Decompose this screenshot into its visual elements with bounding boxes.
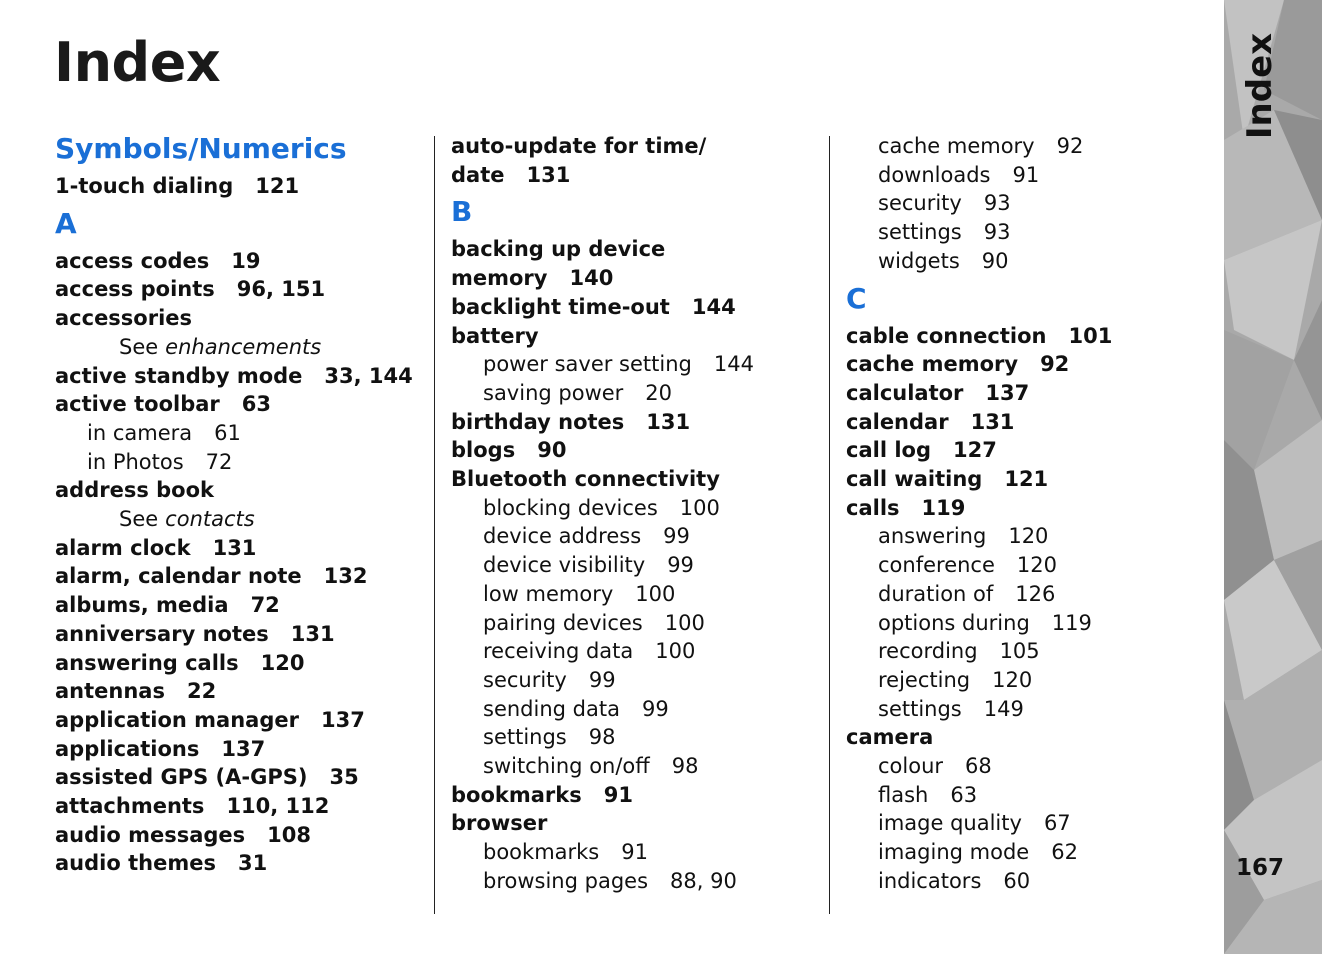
index-entry bbox=[55, 620, 425, 649]
entry-pages[interactable]: 90 bbox=[981, 248, 1009, 273]
entry-term: settings bbox=[878, 696, 962, 721]
entry-pages[interactable]: 100 bbox=[679, 495, 720, 520]
entry-term: browser bbox=[451, 811, 548, 836]
entry-term: anniversary notes bbox=[55, 621, 269, 646]
index-subentry bbox=[451, 580, 821, 609]
index-subentry bbox=[846, 551, 1216, 580]
entry-pages[interactable]: 20 bbox=[645, 380, 673, 405]
entry-pages[interactable]: 105 bbox=[999, 639, 1040, 664]
entry-pages[interactable]: 93 bbox=[983, 191, 1011, 216]
entry-pages[interactable]: 31 bbox=[237, 851, 268, 876]
index-entry bbox=[55, 275, 425, 304]
index-subentry bbox=[846, 522, 1216, 551]
entry-pages[interactable]: 91 bbox=[1012, 162, 1040, 187]
entry-term: cache memory bbox=[878, 134, 1035, 158]
entry-term: 1-touch dialing bbox=[55, 174, 234, 198]
index-entry bbox=[846, 723, 1216, 752]
index-subentry bbox=[846, 666, 1216, 695]
entry-term: call log bbox=[846, 438, 931, 463]
index-subentry bbox=[451, 666, 821, 695]
side-tab-label bbox=[1240, 32, 1280, 140]
index-entry bbox=[55, 735, 425, 764]
index-subentry bbox=[451, 350, 821, 379]
sidebar-pattern bbox=[1224, 0, 1322, 954]
entry-pages[interactable]: 120 bbox=[260, 650, 305, 675]
entry-pages[interactable]: 62 bbox=[1051, 840, 1078, 865]
entry-pages[interactable]: 100 bbox=[664, 610, 705, 635]
entry-term: recording bbox=[878, 639, 978, 664]
entry-term: answering calls bbox=[55, 650, 239, 675]
entry-pages[interactable]: 67 bbox=[1043, 811, 1071, 836]
column-divider bbox=[829, 136, 830, 914]
see-reference bbox=[55, 505, 425, 534]
entry-pages[interactable]: 108 bbox=[267, 822, 312, 847]
entry-term: rejecting bbox=[878, 667, 971, 692]
entry-term: image quality bbox=[878, 811, 1022, 836]
entry-pages[interactable]: 98 bbox=[588, 725, 616, 750]
entry-term: browsing pages bbox=[483, 868, 649, 893]
index-entry bbox=[55, 534, 425, 563]
index-entry bbox=[451, 161, 821, 190]
entry-term: conference bbox=[878, 553, 995, 578]
section-heading: B bbox=[451, 195, 473, 229]
index-entry bbox=[846, 465, 1216, 494]
index-subentry bbox=[846, 161, 1216, 190]
entry-term: receiving data bbox=[483, 639, 634, 664]
entry-pages[interactable]: 68 bbox=[965, 754, 992, 779]
index-entry bbox=[55, 362, 425, 391]
entry-term: application manager bbox=[55, 707, 299, 732]
entry-term: alarm clock bbox=[55, 535, 191, 560]
index-entry bbox=[55, 677, 425, 706]
entry-pages[interactable]: 88, 90 bbox=[670, 868, 737, 893]
index-subentry bbox=[846, 838, 1216, 867]
index-subentry bbox=[451, 379, 821, 408]
entry-term: camera bbox=[846, 725, 934, 750]
entry-term: widgets bbox=[878, 248, 960, 273]
index-subentry bbox=[451, 867, 821, 896]
entry-term: pairing devices bbox=[483, 610, 643, 635]
index-entry bbox=[55, 562, 425, 591]
entry-term: answering bbox=[878, 524, 987, 549]
section-heading: C bbox=[846, 281, 867, 315]
entry-pages[interactable]: 90 bbox=[537, 438, 567, 463]
index-entry bbox=[55, 390, 425, 419]
index-column-1 bbox=[55, 132, 425, 878]
index-entry bbox=[55, 763, 425, 792]
column-divider bbox=[434, 136, 435, 914]
entry-pages[interactable]: 99 bbox=[641, 696, 669, 721]
entry-pages[interactable]: 72 bbox=[250, 593, 280, 618]
entry-pages[interactable]: 132 bbox=[323, 564, 368, 589]
index-subentry bbox=[846, 189, 1216, 218]
entry-pages[interactable]: 99 bbox=[663, 524, 690, 549]
entry-term: calls bbox=[846, 495, 900, 520]
entry-pages[interactable]: 131 bbox=[526, 162, 571, 187]
entry-term: address book bbox=[55, 478, 214, 503]
entry-pages[interactable]: 72 bbox=[205, 449, 233, 474]
index-entry bbox=[846, 379, 1216, 408]
entry-pages[interactable]: 60 bbox=[1003, 868, 1031, 893]
entry-term: backing up device bbox=[451, 237, 666, 262]
entry-pages[interactable]: 131 bbox=[646, 409, 691, 434]
entry-term: assisted GPS (A-GPS) bbox=[55, 765, 308, 790]
index-subentry bbox=[451, 695, 821, 724]
entry-term: access codes bbox=[55, 248, 210, 273]
index-entry bbox=[451, 408, 821, 437]
entry-term: options during bbox=[878, 610, 1030, 635]
index-entry bbox=[55, 172, 425, 201]
entry-term: active toolbar bbox=[55, 392, 220, 417]
entry-pages[interactable]: 35 bbox=[329, 765, 359, 790]
see-target[interactable]: enhancements bbox=[165, 334, 322, 359]
entry-pages[interactable]: 92 bbox=[1056, 134, 1084, 158]
entry-pages[interactable]: 63 bbox=[241, 392, 271, 417]
index-subentry bbox=[451, 551, 821, 580]
see-prefix: See bbox=[119, 334, 159, 359]
entry-pages[interactable]: 131 bbox=[212, 535, 257, 560]
index-entry bbox=[451, 322, 821, 351]
index-subentry bbox=[846, 580, 1216, 609]
index-entry bbox=[451, 264, 821, 293]
entry-term: switching on/off bbox=[483, 754, 650, 779]
entry-term: security bbox=[483, 667, 567, 692]
entry-pages[interactable]: 144 bbox=[713, 352, 754, 377]
index-entry bbox=[846, 408, 1216, 437]
entry-pages[interactable]: 100 bbox=[655, 639, 696, 664]
index-entry bbox=[846, 436, 1216, 465]
see-prefix: See bbox=[119, 507, 159, 532]
entry-pages[interactable]: 131 bbox=[970, 409, 1015, 434]
entry-pages[interactable]: 99 bbox=[588, 667, 616, 692]
entry-pages[interactable]: 22 bbox=[186, 679, 217, 704]
index-entry bbox=[846, 494, 1216, 523]
index-subentry bbox=[451, 494, 821, 523]
entry-pages[interactable]: 98 bbox=[671, 754, 699, 779]
entry-term: call waiting bbox=[846, 467, 983, 492]
entry-pages[interactable]: 93 bbox=[983, 220, 1011, 245]
decorative-sidebar bbox=[1224, 0, 1322, 954]
index-entry bbox=[451, 436, 821, 465]
index-subentry bbox=[451, 637, 821, 666]
entry-pages[interactable]: 149 bbox=[983, 696, 1024, 721]
index-column-2 bbox=[451, 132, 821, 896]
entry-term: device visibility bbox=[483, 553, 646, 578]
index-entry bbox=[55, 849, 425, 878]
entry-pages[interactable]: 91 bbox=[621, 840, 648, 865]
entry-pages[interactable]: 137 bbox=[320, 707, 365, 732]
index-subentry bbox=[846, 809, 1216, 838]
entry-term: blogs bbox=[451, 438, 516, 463]
entry-term: attachments bbox=[55, 794, 205, 819]
index-subentry bbox=[846, 695, 1216, 724]
entry-term: access points bbox=[55, 277, 215, 302]
entry-term: albums, media bbox=[55, 593, 229, 618]
entry-term: imaging mode bbox=[878, 840, 1030, 865]
entry-pages[interactable]: 126 bbox=[1015, 581, 1056, 606]
index-subentry bbox=[451, 522, 821, 551]
side-tab-text: Index bbox=[1240, 32, 1280, 140]
entry-term: device address bbox=[483, 524, 642, 549]
entry-pages[interactable]: 100 bbox=[635, 581, 676, 606]
entry-pages[interactable]: 91 bbox=[603, 782, 633, 807]
entry-term: bookmarks bbox=[451, 782, 582, 807]
entry-term: auto-update for time/ bbox=[451, 134, 707, 158]
index-entry bbox=[55, 304, 425, 333]
index-subentry bbox=[846, 752, 1216, 781]
page-number: 167 bbox=[1236, 855, 1285, 881]
index-subentry bbox=[846, 132, 1216, 161]
entry-pages[interactable]: 121 bbox=[255, 174, 300, 198]
entry-pages[interactable]: 19 bbox=[231, 248, 261, 273]
entry-term: memory bbox=[451, 266, 548, 291]
entry-term: cache memory bbox=[846, 352, 1019, 377]
entry-term: calendar bbox=[846, 409, 949, 434]
index-entry bbox=[55, 591, 425, 620]
entry-term: applications bbox=[55, 736, 200, 761]
entry-term: antennas bbox=[55, 679, 165, 704]
index-column-3 bbox=[846, 132, 1216, 896]
index-entry bbox=[846, 322, 1216, 351]
entry-pages[interactable]: 96, 151 bbox=[236, 277, 326, 302]
entry-pages[interactable]: 120 bbox=[1016, 553, 1057, 578]
entry-term: audio themes bbox=[55, 851, 216, 876]
index-subentry bbox=[451, 752, 821, 781]
entry-term: blocking devices bbox=[483, 495, 658, 520]
index-subentry bbox=[451, 609, 821, 638]
entry-term: sending data bbox=[483, 696, 620, 721]
entry-term: power saver setting bbox=[483, 352, 692, 377]
index-entry bbox=[55, 706, 425, 735]
entry-pages[interactable]: 63 bbox=[950, 782, 978, 807]
entry-term: battery bbox=[451, 323, 539, 348]
entry-term: downloads bbox=[878, 162, 991, 187]
entry-pages[interactable]: 92 bbox=[1040, 352, 1070, 377]
entry-pages[interactable]: 61 bbox=[214, 420, 241, 445]
index-entry bbox=[846, 350, 1216, 379]
index-entry bbox=[55, 649, 425, 678]
entry-pages[interactable]: 120 bbox=[992, 667, 1033, 692]
index-subentry bbox=[846, 609, 1216, 638]
index-subentry bbox=[846, 781, 1216, 810]
entry-pages[interactable]: 121 bbox=[1004, 467, 1049, 492]
entry-pages[interactable]: 110, 112 bbox=[226, 794, 330, 819]
entry-pages[interactable]: 137 bbox=[221, 736, 266, 761]
entry-term: active standby mode bbox=[55, 363, 303, 388]
entry-term: security bbox=[878, 191, 962, 216]
see-target[interactable]: contacts bbox=[165, 507, 255, 532]
entry-term: alarm, calendar note bbox=[55, 564, 302, 589]
entry-term: indicators bbox=[878, 868, 982, 893]
index-entry bbox=[451, 465, 821, 494]
entry-pages[interactable]: 119 bbox=[1051, 610, 1092, 635]
entry-pages[interactable]: 101 bbox=[1068, 323, 1113, 348]
entry-pages[interactable]: 99 bbox=[667, 553, 694, 578]
see-reference bbox=[55, 333, 425, 362]
index-subentry bbox=[55, 419, 425, 448]
index-subentry bbox=[451, 838, 821, 867]
page-title: Index bbox=[54, 31, 221, 94]
entry-pages[interactable]: 120 bbox=[1008, 524, 1049, 549]
index-entry bbox=[451, 235, 821, 264]
entry-term: calculator bbox=[846, 380, 964, 405]
entry-pages[interactable]: 33, 144 bbox=[324, 363, 413, 388]
entry-term: in Photos bbox=[87, 449, 184, 474]
entry-pages[interactable]: 131 bbox=[290, 621, 335, 646]
index-subentry bbox=[846, 218, 1216, 247]
entry-pages[interactable]: 144 bbox=[691, 294, 736, 319]
index-entry bbox=[451, 781, 821, 810]
index-subentry bbox=[451, 723, 821, 752]
entry-term: date bbox=[451, 162, 505, 187]
entry-term: colour bbox=[878, 754, 944, 779]
entry-term: settings bbox=[878, 220, 962, 245]
index-entry bbox=[451, 809, 821, 838]
section-heading: Symbols/Numerics bbox=[55, 132, 347, 165]
entry-term: accessories bbox=[55, 306, 193, 331]
entry-term: low memory bbox=[483, 581, 614, 606]
entry-pages[interactable]: 140 bbox=[569, 266, 614, 291]
entry-pages[interactable]: 127 bbox=[952, 438, 997, 463]
index-entry bbox=[55, 792, 425, 821]
entry-term: Bluetooth connectivity bbox=[451, 467, 720, 492]
index-subentry bbox=[55, 448, 425, 477]
entry-term: in camera bbox=[87, 420, 193, 445]
entry-term: audio messages bbox=[55, 822, 246, 847]
entry-term: backlight time-out bbox=[451, 294, 670, 319]
entry-term: birthday notes bbox=[451, 409, 625, 434]
entry-term: cable connection bbox=[846, 323, 1047, 348]
section-heading: A bbox=[55, 206, 77, 240]
entry-term: flash bbox=[878, 782, 929, 807]
entry-term: saving power bbox=[483, 380, 624, 405]
index-entry bbox=[451, 132, 821, 161]
index-subentry bbox=[846, 637, 1216, 666]
entry-term: bookmarks bbox=[483, 840, 600, 865]
index-entry bbox=[55, 476, 425, 505]
index-entry bbox=[55, 821, 425, 850]
index-subentry bbox=[846, 867, 1216, 896]
entry-pages[interactable]: 137 bbox=[985, 380, 1030, 405]
entry-term: duration of bbox=[878, 581, 994, 606]
index-entry bbox=[55, 247, 425, 276]
entry-term: settings bbox=[483, 725, 567, 750]
index-subentry bbox=[846, 247, 1216, 276]
entry-pages[interactable]: 119 bbox=[921, 495, 966, 520]
index-entry bbox=[451, 293, 821, 322]
